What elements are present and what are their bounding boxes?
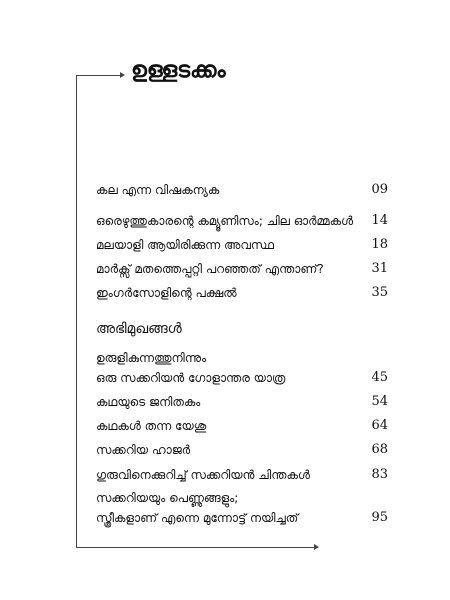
toc-entry bbox=[96, 465, 388, 485]
toc-entry bbox=[96, 259, 388, 279]
toc-entry-title: മലയാളി ആയിരിക്കുന്ന അവസ്ഥ bbox=[96, 238, 275, 252]
toc-entry bbox=[96, 348, 388, 388]
toc-entry-page: 83 bbox=[371, 467, 388, 482]
page-title: ഉള്ളടക്കം bbox=[131, 58, 226, 83]
toc-entry-title: ഒരെഴുത്തുകാരന്റെ കമ്യൂണിസം; ചില ഓർമ്മകൾ bbox=[96, 214, 354, 228]
toc-entry-title: കഥകൾ തന്ന യേശു bbox=[96, 419, 207, 433]
toc-entry-page: 45 bbox=[371, 370, 388, 385]
arrowhead-icon bbox=[120, 72, 125, 78]
toc-entry-page: 09 bbox=[371, 182, 388, 197]
toc-entry bbox=[96, 180, 388, 200]
toc-entry bbox=[96, 283, 388, 303]
toc-entry-page: 64 bbox=[371, 418, 388, 433]
toc-entry bbox=[96, 440, 388, 460]
toc-entry-title: ഉരുളികുന്നത്തുനിന്നും ഒരു സക്കറിയൻ ഗോളാന്തര യാത്ര bbox=[96, 351, 286, 385]
toc-entry-page: 31 bbox=[371, 261, 388, 276]
toc-entry-page: 14 bbox=[371, 213, 388, 228]
toc-entry-title: സക്കറിയ ഹാജർ bbox=[96, 443, 191, 457]
toc-entry-title: കഥയുടെ ജനിതകം bbox=[96, 395, 201, 409]
toc-entry-page: 35 bbox=[371, 285, 388, 300]
arrowhead-icon bbox=[314, 544, 319, 550]
frame-left-line bbox=[76, 75, 77, 547]
toc-entry-title: സക്കറിയയും പെണ്ണുങ്ങളും; സ്ത്രീകളാണ് എന്നെ മുന്നോട്ട് നയിച്ചത് bbox=[96, 491, 299, 525]
toc-entry-page: 54 bbox=[371, 394, 388, 409]
toc-entry-title: ഗുരുവിനെക്കുറിച്ച് സക്കറിയൻ ചിന്തകൾ bbox=[96, 468, 310, 482]
toc-entry-title: ഇംഗർസോളിന്റെ പക്ഷൽ bbox=[96, 286, 237, 300]
toc-entry-title: കല എന്ന വിഷകന്യക bbox=[96, 183, 220, 197]
toc-entry-title: മാർക്സ് മതത്തെപ്പറ്റി പറഞ്ഞത് എന്താണ്? bbox=[96, 262, 324, 276]
section-heading: അഭിമുഖങ്ങൾ bbox=[96, 321, 182, 337]
toc-entry bbox=[96, 392, 388, 412]
toc-entry bbox=[96, 235, 388, 255]
toc-entry-page: 68 bbox=[371, 442, 388, 457]
toc-entry-page: 18 bbox=[371, 237, 388, 252]
toc-entry bbox=[96, 416, 388, 436]
toc-entry bbox=[96, 211, 388, 231]
toc-entry-page: 95 bbox=[371, 510, 388, 525]
toc-entry bbox=[96, 488, 388, 528]
frame-top-line bbox=[76, 75, 122, 76]
frame-bottom-line bbox=[76, 547, 316, 548]
